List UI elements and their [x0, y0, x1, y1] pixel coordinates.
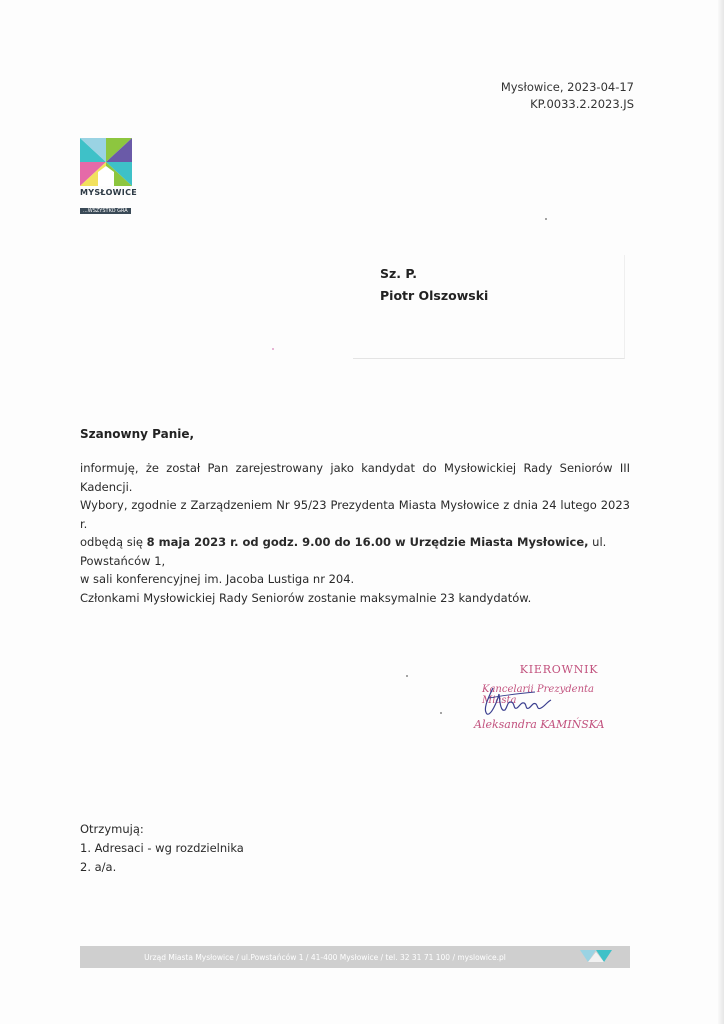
addressee	[380, 263, 488, 307]
reference-number: KP.0033.2.2023.JS	[530, 97, 634, 111]
letter-footer	[80, 946, 630, 968]
election-date-bold: 8 maja 2023 r. od godz. 9.00 do 16.00 w Urzędzie Miasta Mysłowice,	[146, 535, 589, 549]
paper-edge	[718, 0, 724, 1024]
stamp-subtitle: Kancelarii Prezydenta Miasta	[482, 684, 594, 706]
election-address: ul. Powstańców 1,	[80, 535, 607, 568]
city-logo	[80, 138, 138, 216]
stamp-name: Aleksandra KAMIŃSKA	[474, 718, 605, 731]
addressee-title: Sz. P.	[380, 266, 417, 281]
recipient-item: 2. a/a.	[80, 860, 117, 874]
recipients-heading: Otrzymują:	[80, 822, 144, 836]
election-text-a: odbędą się	[80, 535, 147, 549]
paper-speck	[272, 348, 274, 350]
recipients	[80, 820, 244, 877]
paragraph-members: Członkami Mysłowickiej Rady Seniorów zostanie maksymalnie 23 kandydatów.	[80, 590, 532, 605]
logo-name: MYSŁOWICE	[80, 188, 138, 197]
paragraph-election-line3: w sali konferencyjnej im. Jacoba Lustiga nr 204.	[80, 572, 355, 586]
salutation: Szanowny Panie,	[80, 427, 195, 441]
letter-header	[501, 79, 634, 113]
paper-speck	[406, 675, 408, 677]
letter-body	[80, 459, 630, 607]
paragraph-election-line2	[80, 533, 630, 570]
place-date: Mysłowice, 2023-04-17	[500, 80, 634, 94]
paragraph-election-line1: Wybory, zgodnie z Zarządzeniem Nr 95/23 Prezydenta Miasta Mysłowice z dnia 24 lutego 2023 r.	[80, 498, 630, 531]
city-logo-mark	[80, 138, 132, 186]
addressee-name: Piotr Olszowski	[380, 288, 489, 303]
recipient-item: 1. Adresaci - wg rozdzielnika	[80, 841, 244, 855]
footer-logo-icon	[576, 948, 624, 966]
paper-speck	[440, 712, 442, 714]
paragraph-registration: informuję, że został Pan zarejestrowany jako kandydat do Mysłowickiej Rady Seniorów III Kadencji.	[80, 461, 630, 494]
handwritten-signature	[475, 680, 555, 724]
footer-contact: Urząd Miasta Mysłowice / ul.Powstańców 1 / 41-400 Mysłowice / tel. 32 31 71 100 / myslowice.pl	[144, 952, 506, 962]
logo-tagline: ...WSZYSTKO GRA	[80, 208, 131, 214]
paper-speck	[545, 218, 547, 220]
stamp-title: KIEROWNIK	[519, 663, 599, 676]
